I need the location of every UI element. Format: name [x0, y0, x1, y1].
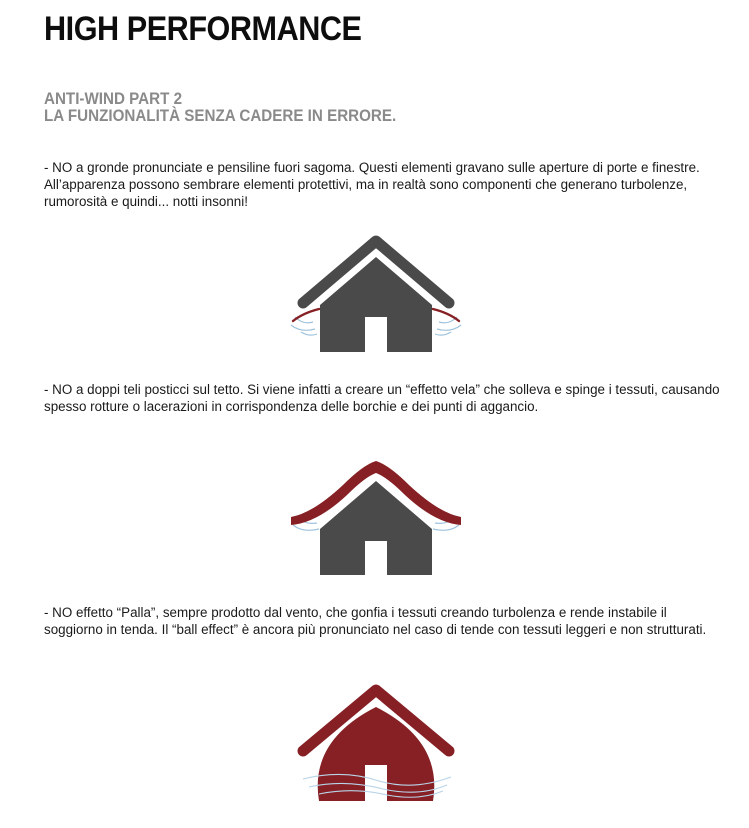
wind-lines-icon: [291, 317, 461, 335]
paragraph-double-roof: - NO a doppi teli posticci sul tetto. Si viene infatti a creare un “effetto vela” che solleva e spinge i tessuti, causando spesso rotture o lacerazioni in corrispondenza delle borchie e dei punti di aggancio.: [44, 382, 720, 414]
section-subtitle: [44, 91, 396, 125]
page-title: HIGH PERFORMANCE: [44, 10, 362, 48]
subtitle-line-2: LA FUNZIONALITÀ SENZA CADERE IN ERRORE.: [44, 107, 397, 125]
house-ball-effect-icon: [283, 683, 469, 807]
subtitle-line-1: ANTI-WIND PART 2: [44, 90, 183, 108]
house-overhang-icon: [283, 233, 469, 355]
house-double-roof-icon: [283, 455, 469, 579]
paragraph-ball-effect: - NO effetto “Palla”, sempre prodotto dal vento, che gonfia i tessuti creando turbolenza e rende instabile il soggiorno in tenda. Il “ball effect” è ancora più pronunciato nel caso di tende con tessuti leggeri e non strutturati.: [44, 605, 707, 637]
paragraph-overhang: - NO a gronde pronunciate e pensiline fuori sagoma. Questi elementi gravano sulle aperture di porte e finestre. All’apparenza possono sembrare elementi protettivi, ma in realtà sono componenti che generano turbolenze, rumorosità e quindi... notti insonni!: [44, 160, 700, 209]
